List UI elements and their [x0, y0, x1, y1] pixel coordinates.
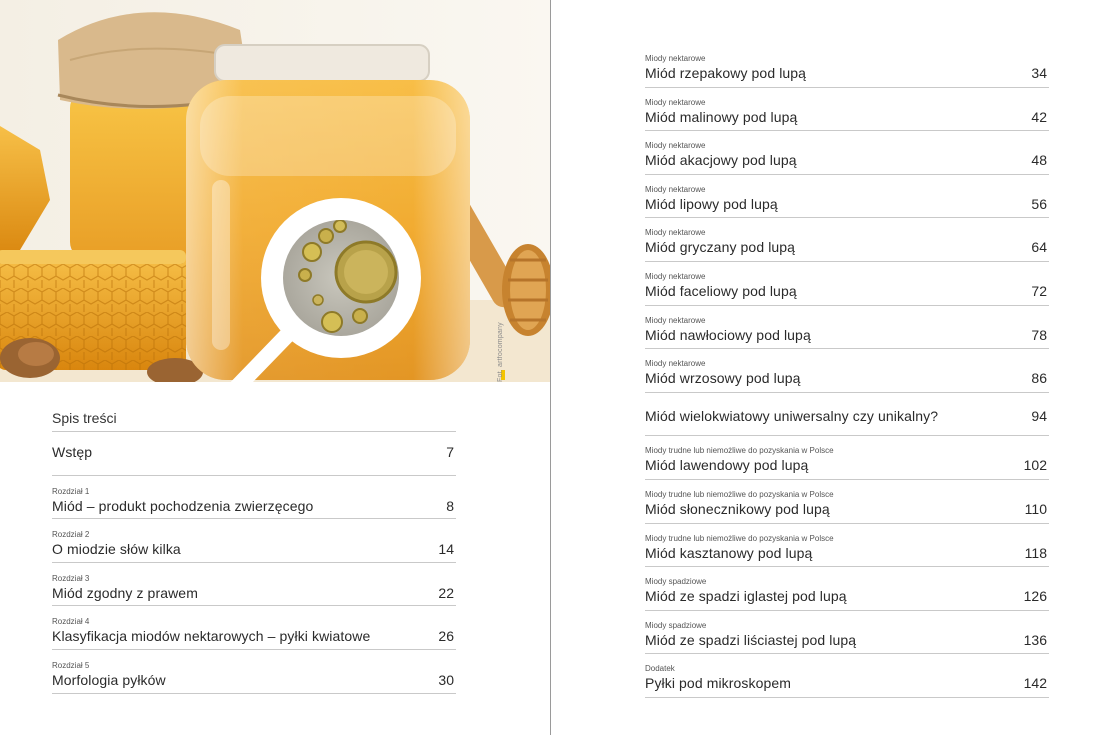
toc-entry-page-number: 110	[1024, 500, 1047, 517]
toc-entry-title: Miód malinowy pod lupą	[645, 108, 798, 125]
toc-entry-kicker: Miody nektarowe	[645, 359, 706, 369]
toc-entry-kicker: Miody nektarowe	[645, 141, 706, 151]
toc-entry-page-number: 118	[1024, 544, 1047, 561]
toc-entry[interactable]	[645, 436, 1049, 480]
toc-entry[interactable]	[645, 44, 1049, 88]
toc-entry-title: Miód gryczany pod lupą	[645, 239, 796, 256]
toc-entry-page-number: 34	[1031, 65, 1047, 81]
toc-entry[interactable]	[52, 563, 456, 607]
toc-entry-title: Miód wrzosowy pod lupą	[645, 370, 801, 387]
toc-entry-kicker: Miody nektarowe	[645, 97, 706, 107]
toc-entry-title: Miód kasztanowy pod lupą	[645, 544, 813, 561]
toc-entry-page-number: 8	[446, 497, 454, 514]
toc-entry-title: Miód lipowy pod lupą	[645, 195, 778, 212]
toc-entry-title: Miód lawendowy pod lupą	[645, 457, 809, 474]
page-gutter	[550, 0, 551, 735]
toc-entry-page-number: 22	[438, 584, 454, 601]
toc-entry-title: O miodzie słów kilka	[52, 541, 181, 558]
toc-entry-title: Miód – produkt pochodzenia zwierzęcego	[52, 497, 314, 514]
cover-photo	[0, 0, 550, 382]
toc-entry[interactable]	[52, 476, 456, 520]
toc-entry[interactable]	[52, 519, 456, 563]
toc-entry[interactable]	[645, 349, 1049, 393]
toc-entry-title: Pyłki pod mikroskopem	[645, 675, 792, 692]
toc-entry-page-number: 64	[1031, 239, 1047, 256]
toc-entry-kicker: Dodatek	[645, 664, 675, 674]
toc-entry[interactable]	[645, 654, 1049, 698]
toc-entry[interactable]	[645, 480, 1049, 524]
toc-entry-page-number: 78	[1031, 326, 1047, 343]
toc-entry[interactable]	[645, 306, 1049, 350]
toc-entry-kicker: Rozdział 4	[52, 617, 90, 627]
toc-entry[interactable]	[645, 218, 1049, 262]
toc-entry-title: Wstęp	[52, 444, 93, 460]
toc-entry-kicker: Miody trudne lub niemożliwe do pozyskania w Polsce	[645, 533, 834, 543]
toc-left-list	[52, 432, 456, 694]
toc-entry-page-number: 7	[446, 444, 454, 460]
toc-entry-page-number: 94	[1031, 407, 1047, 424]
toc-entry-title: Miód faceliowy pod lupą	[645, 282, 797, 299]
toc-right-list	[645, 44, 1049, 698]
toc-entry-kicker: Miody nektarowe	[645, 54, 706, 63]
toc-entry[interactable]	[645, 611, 1049, 655]
toc-entry-kicker: Miody nektarowe	[645, 315, 706, 325]
toc-entry-kicker: Rozdział 2	[52, 530, 90, 540]
toc-entry-page-number: 72	[1031, 282, 1047, 299]
toc-right	[645, 44, 1049, 698]
toc-entry-page-number: 26	[438, 628, 454, 645]
toc-entry-kicker: Miody nektarowe	[645, 228, 706, 238]
toc-entry-page-number: 30	[438, 671, 454, 688]
toc-entry-title: Miód rzepakowy pod lupą	[645, 65, 807, 81]
toc-entry-kicker: Rozdział 5	[52, 660, 90, 670]
toc-entry-title: Klasyfikacja miodów nektarowych – pyłki kwiatowe	[52, 628, 371, 645]
toc-entry-kicker: Rozdział 1	[52, 486, 90, 496]
toc-entry[interactable]	[645, 88, 1049, 132]
toc-entry-title: Miód ze spadzi iglastej pod lupą	[645, 588, 847, 605]
toc-entry-title: Miód nawłociowy pod lupą	[645, 326, 811, 343]
toc-entry-kicker: Miody spadziowe	[645, 577, 707, 587]
toc-heading: Spis treści	[52, 400, 456, 432]
toc-entry[interactable]	[645, 262, 1049, 306]
honey-illustration	[0, 0, 550, 382]
toc-entry-title: Miód zgodny z prawem	[52, 584, 198, 601]
toc-entry-page-number: 42	[1031, 108, 1047, 125]
toc-left	[52, 400, 456, 694]
photo-credit: Fot. artfocompany	[497, 322, 504, 382]
toc-entry[interactable]	[645, 131, 1049, 175]
toc-entry-page-number: 126	[1023, 588, 1047, 605]
toc-entry[interactable]	[645, 524, 1049, 568]
toc-entry-page-number: 14	[438, 541, 454, 558]
toc-entry-page-number: 86	[1031, 370, 1047, 387]
toc-entry-kicker: Miody spadziowe	[645, 620, 707, 630]
toc-entry-page-number: 102	[1023, 457, 1047, 474]
toc-entry-page-number: 136	[1023, 631, 1047, 648]
toc-entry[interactable]	[645, 393, 1049, 437]
toc-entry[interactable]	[645, 567, 1049, 611]
toc-entry-kicker: Miody trudne lub niemożliwe do pozyskania w Polsce	[645, 489, 834, 499]
toc-entry-page-number: 48	[1031, 152, 1047, 169]
toc-entry-title: Morfologia pyłków	[52, 671, 166, 688]
toc-entry-kicker: Miody nektarowe	[645, 184, 706, 194]
toc-entry[interactable]	[52, 606, 456, 650]
toc-entry-page-number: 142	[1023, 675, 1047, 692]
toc-entry[interactable]	[52, 650, 456, 694]
toc-entry-page-number: 56	[1031, 195, 1047, 212]
toc-entry-kicker: Miody trudne lub niemożliwe do pozyskania w Polsce	[645, 446, 834, 456]
toc-entry-title: Miód ze spadzi liściastej pod lupą	[645, 631, 857, 648]
toc-entry-kicker: Miody nektarowe	[645, 271, 706, 281]
toc-entry-title: Miód wielokwiatowy uniwersalny czy unikalny?	[645, 407, 939, 424]
toc-entry[interactable]	[645, 175, 1049, 219]
toc-entry[interactable]	[52, 432, 456, 476]
toc-entry-kicker: Rozdział 3	[52, 573, 90, 583]
toc-entry-title: Miód słonecznikowy pod lupą	[645, 500, 830, 517]
toc-entry-title: Miód akacjowy pod lupą	[645, 152, 797, 169]
